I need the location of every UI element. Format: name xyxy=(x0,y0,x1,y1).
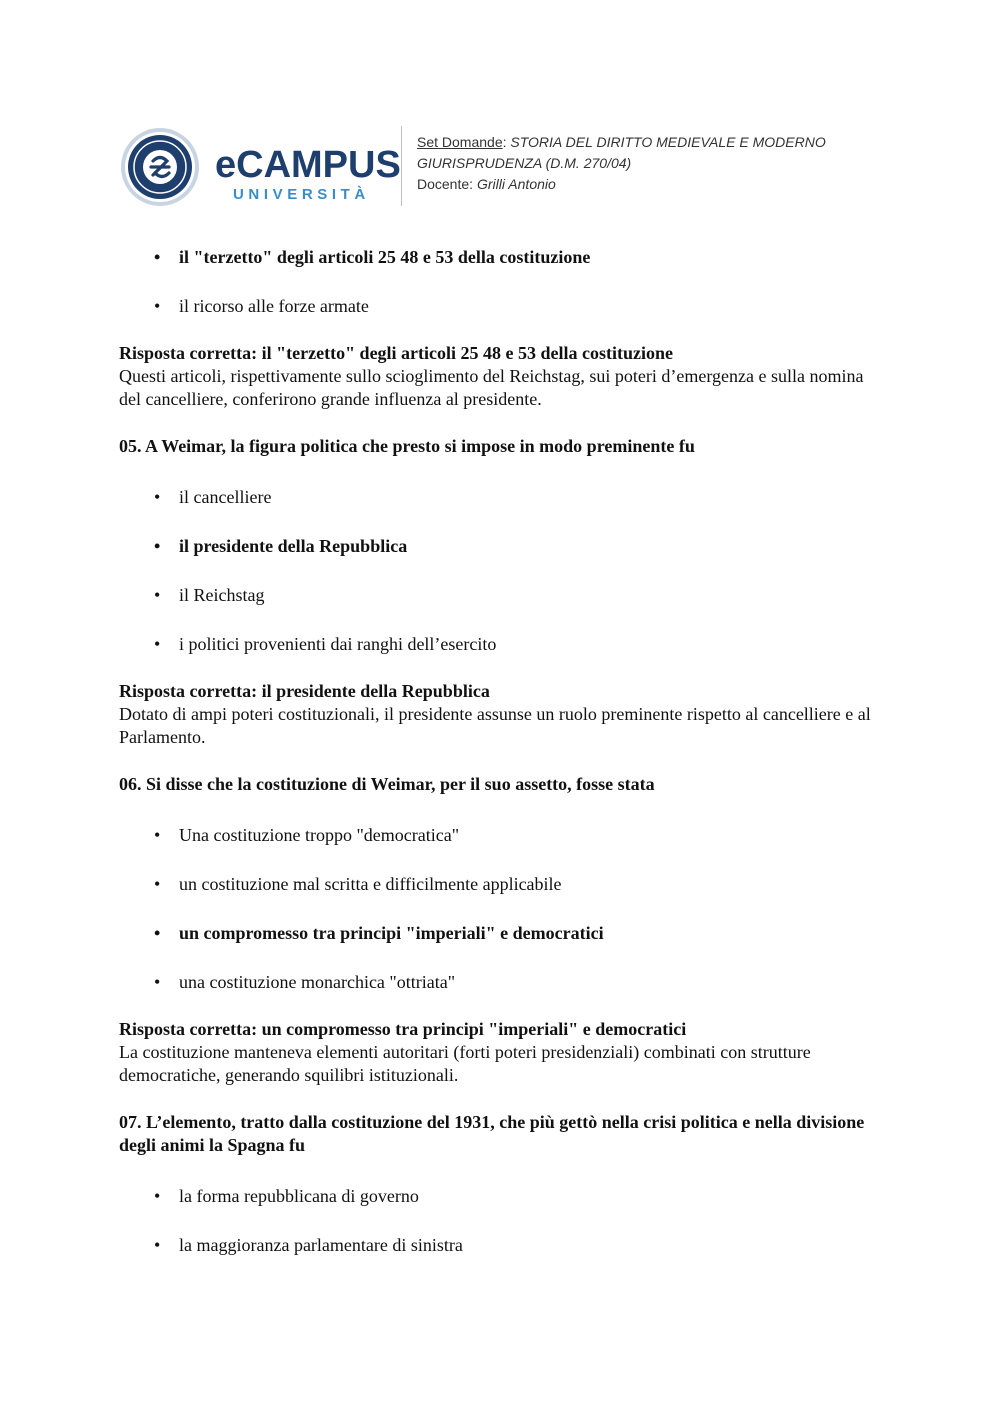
question-content xyxy=(119,244,889,1281)
option-item: • i politici provenienti dai ranghi dell’esercito xyxy=(119,631,889,680)
page-header xyxy=(120,124,880,210)
bullet-icon: • xyxy=(154,487,161,507)
bullet-icon: • xyxy=(154,634,161,654)
docente-label: Docente xyxy=(417,176,470,192)
answer-block xyxy=(119,342,889,411)
set-value: STORIA DEL DIRITTO MEDIEVALE E MODERNO xyxy=(510,134,826,150)
option-item: • il Reichstag xyxy=(119,582,889,631)
bullet-icon: • xyxy=(154,1186,161,1206)
option-item: • la maggioranza parlamentare di sinistra xyxy=(119,1232,889,1281)
option-item: • il ricorso alle forze armate xyxy=(119,293,889,342)
option-item: • un costituzione mal scritta e difficilmente applicabile xyxy=(119,871,889,920)
logo-wordmark xyxy=(215,146,401,204)
intro-options xyxy=(119,244,889,342)
option-item: • il "terzetto" degli articoli 25 48 e 53 della costituzione xyxy=(119,244,889,293)
answer-label: Risposta corretta: il presidente della Repubblica xyxy=(119,681,490,701)
options-list xyxy=(119,484,889,680)
bullet-icon: • xyxy=(154,923,161,943)
answer-explanation: La costituzione manteneva elementi autoritari (forti poteri presidenziali) combinati con strutture democratiche, generando squilibri istituzionali. xyxy=(119,1042,811,1085)
course-line: GIURISPRUDENZA (D.M. 270/04) xyxy=(417,155,632,171)
course-info xyxy=(417,132,826,195)
option-item: • il presidente della Repubblica xyxy=(119,533,889,582)
bullet-icon: • xyxy=(154,536,161,556)
bullet-icon: • xyxy=(154,296,161,316)
bullet-icon: • xyxy=(154,247,161,267)
logo-sub-text: UNIVERSITÀ xyxy=(233,186,370,203)
options-list xyxy=(119,822,889,1018)
bullet-icon: • xyxy=(154,1235,161,1255)
docente-value: Grilli Antonio xyxy=(476,176,556,192)
header-divider xyxy=(401,126,402,206)
question-title: 05. A Weimar, la figura politica che presto si impose in modo preminente fu xyxy=(119,436,695,456)
option-item: • la forma repubblicana di governo xyxy=(119,1183,889,1232)
logo-main-text: eCAMPUS xyxy=(215,144,401,186)
option-item: • Una costituzione troppo "democratica" xyxy=(119,822,889,871)
set-line: Set Domande: STORIA DEL DIRITTO MEDIEVALE E MODERNO xyxy=(417,134,826,150)
question-title: 06. Si disse che la costituzione di Weimar, per il suo assetto, fosse stata xyxy=(119,774,655,794)
answer-explanation: Dotato di ampi poteri costituzionali, il presidente assunse un ruolo preminente rispetto al cancelliere e al Parlamento. xyxy=(119,704,871,747)
answer-label: Risposta corretta: un compromesso tra principi "imperiali" e democratici xyxy=(119,1019,687,1039)
answer-block xyxy=(119,1018,889,1087)
bullet-icon: • xyxy=(154,825,161,845)
option-item: • il cancelliere xyxy=(119,484,889,533)
question-title: 07. L’elemento, tratto dalla costituzione del 1931, che più gettò nella crisi politica e nella divisione degli animi la Spagna fu xyxy=(119,1112,865,1155)
set-label: Set Domande xyxy=(417,134,503,150)
docente-line: Docente: Grilli Antonio xyxy=(417,176,556,192)
answer-block xyxy=(119,680,889,749)
answer-label: Risposta corretta: il "terzetto" degli articoli 25 48 e 53 della costituzione xyxy=(119,343,674,363)
option-item: • una costituzione monarchica "ottriata" xyxy=(119,969,889,1018)
bullet-icon: • xyxy=(154,585,161,605)
ecampus-logo-icon xyxy=(120,127,200,207)
options-list xyxy=(119,1183,889,1281)
bullet-icon: • xyxy=(154,972,161,992)
answer-explanation: Questi articoli, rispettivamente sullo scioglimento del Reichstag, sui poteri d’emergenza e sulla nomina del cancelliere, conferirono grande influenza al presidente. xyxy=(119,366,864,409)
option-item: • un compromesso tra principi "imperiali" e democratici xyxy=(119,920,889,969)
bullet-icon: • xyxy=(154,874,161,894)
